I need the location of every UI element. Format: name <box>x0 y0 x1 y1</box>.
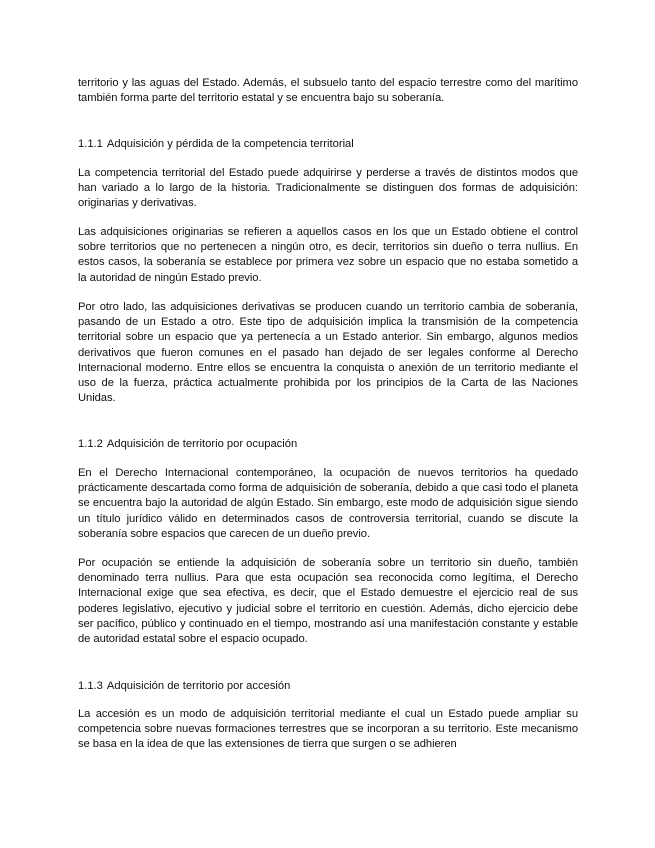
section-heading-1-1-2 <box>78 437 297 452</box>
intro-paragraph: territorio y las aguas del Estado. Además, el subsuelo tanto del espacio terrestre como del marítimo también forma parte del territorio estatal y se encuentra bajo su soberanía. <box>78 77 578 105</box>
section-heading-1-1-1 <box>78 137 354 152</box>
section-heading-1-1-3 <box>78 679 290 694</box>
section-number: 1.1.3 <box>78 680 103 692</box>
paragraph: La competencia territorial del Estado puede adquirirse y perderse a través de distintos modos que han variado a lo largo de la historia. Tradicionalmente se distinguen dos formas de adquisición: originarias y derivativas. <box>78 167 578 210</box>
section-title: Adquisición y pérdida de la competencia territorial <box>106 138 354 150</box>
paragraph: En el Derecho Internacional contemporáneo, la ocupación de nuevos territorios ha quedado prácticamente descartada como forma de adquisición de soberanía, debido a que casi todo el planeta se encuentra bajo la autoridad de algún Estado. Sin embargo, este modo de adquisición sigue siendo un título jurídico válido en determinados casos de controversia territorial, cuando se discute la soberanía sobre espacios que carecen de un dueño previo. <box>78 467 578 540</box>
section-number: 1.1.1 <box>78 138 103 150</box>
paragraph: La accesión es un modo de adquisición territorial mediante el cual un Estado puede ampliar su competencia sobre nuevas formaciones terrestres que se incorporan a su territorio. Este mecanismo se basa en la idea de que las extensiones de tierra que surgen o se adhieren <box>78 708 578 751</box>
section-number: 1.1.2 <box>78 438 103 450</box>
section-title: Adquisición de territorio por ocupación <box>106 438 298 450</box>
section-title: Adquisición de territorio por accesión <box>106 680 291 692</box>
paragraph: Por otro lado, las adquisiciones derivativas se producen cuando un territorio cambia de soberanía, pasando de un Estado a otro. Este tipo de adquisición implica la transmisión de la competencia territorial sobre un espacio que ya pertenecía a un Estado anterior. Sin embargo, algunos medios derivativos que fueron comunes en el pasado han dejado de ser legales conforme al Derecho Internacional moderno. Entre ellos se encuentra la conquista o anexión de un territorio mediante el uso de la fuerza, práctica actualmente prohibida por los principios de la Carta de las Naciones Unidas. <box>78 301 578 405</box>
paragraph: Las adquisiciones originarias se refieren a aquellos casos en los que un Estado obtiene el control sobre territorios que no pertenecen a ningún otro, es decir, territorios sin dueño o terra nullius. En estos casos, la soberanía se establece por primera vez sobre un espacio que no estaba sometido a la autoridad de ningún Estado previo. <box>78 226 578 284</box>
paragraph: Por ocupación se entiende la adquisición de soberanía sobre un territorio sin dueño, también denominado terra nullius. Para que esta ocupación sea reconocida como legítima, el Derecho Internacional exige que sea efectiva, es decir, que el Estado demuestre el ejercicio real de sus poderes legislativo, ejecutivo y judicial sobre el territorio en cuestión. Además, dicho ejercicio debe ser pacífico, público y continuado en el tiempo, mostrando así una manifestación constante y estable de autoridad estatal sobre el espacio ocupado. <box>78 557 578 646</box>
